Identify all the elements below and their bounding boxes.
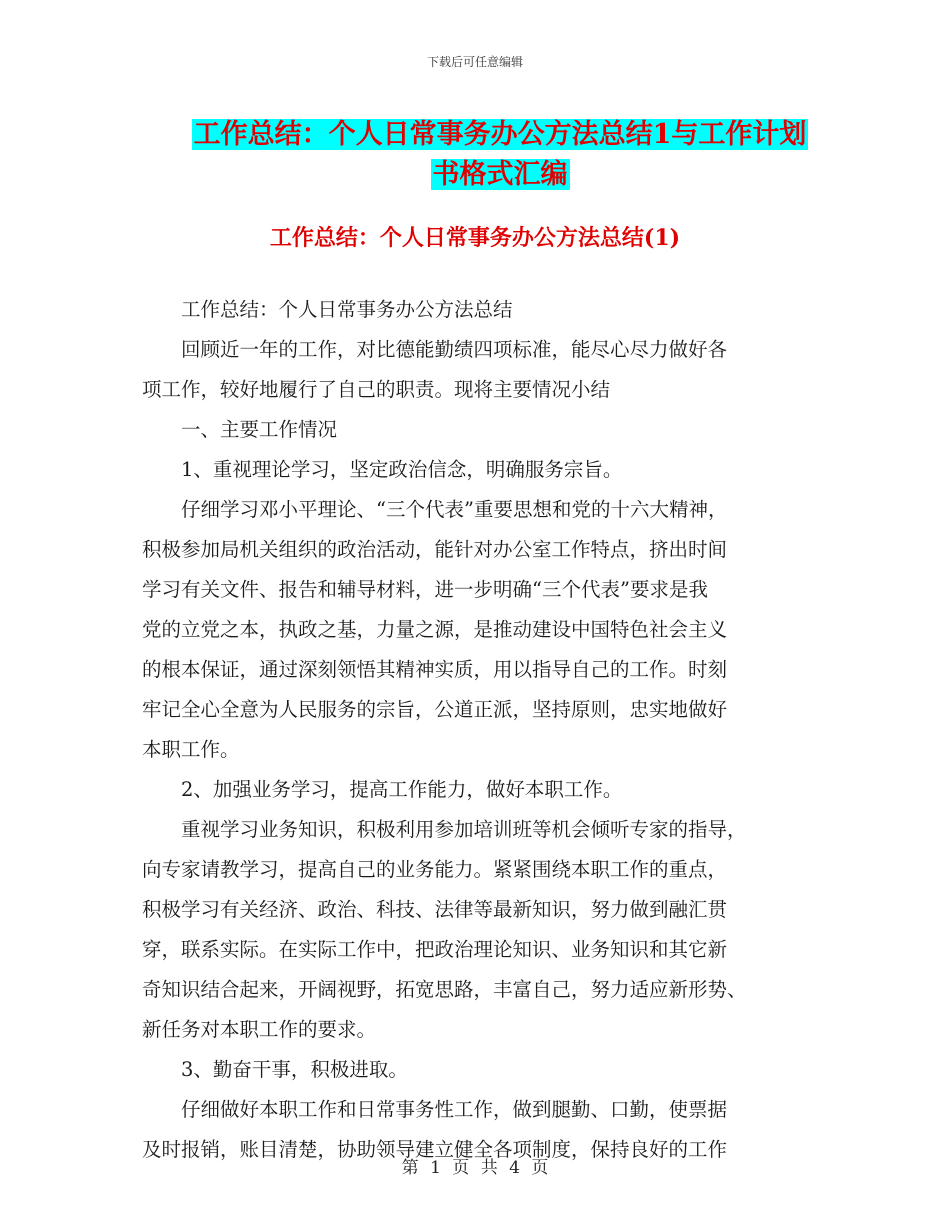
paragraph-line: 向专家请教学习，提高自己的业务能力。紧紧围绕本职工作的重点，: [142, 858, 728, 881]
paragraph-line: 积极学习有关经济、政治、科技、法律等最新知识，努力做到融汇贯: [142, 898, 728, 921]
document-title-line-1: 工作总结：个人日常事务办公方法总结1与工作计划: [193, 119, 807, 150]
paragraph-line: 穿，联系实际。在实际工作中，把政治理论知识、业务知识和其它新: [142, 938, 728, 961]
paragraph-line: 3、勤奋干事，积极进取。: [181, 1058, 408, 1081]
paragraph-line: 重视学习业务知识，积极利用参加培训班等机会倾听专家的指导，: [181, 818, 747, 841]
paragraph-line: 仔细做好本职工作和日常事务性工作，做到腿勤、口勤，使票据: [181, 1098, 728, 1121]
paragraph-line: 的根本保证，通过深刻领悟其精神实质，用以指导自己的工作。时刻: [142, 658, 728, 681]
paragraph-line: 一、主要工作情况: [181, 418, 338, 441]
paragraph-line: 1、重视理论学习，坚定政治信念，明确服务宗旨。: [181, 458, 623, 481]
page-number-footer: 第 1 页 共 4 页: [401, 1158, 549, 1178]
paragraph-line: 本职工作。: [142, 738, 240, 761]
paragraph-line: 仔细学习邓小平理论、“三个代表”重要思想和党的十六大精神，: [181, 498, 728, 521]
section-title: 工作总结：个人日常事务办公方法总结(1): [269, 225, 681, 251]
paragraph-line: 学习有关文件、报告和辅导材料，进一步明确“三个代表”要求是我: [142, 578, 708, 601]
paragraph-line: 新任务对本职工作的要求。: [142, 1018, 377, 1041]
paragraph-line: 2、加强业务学习，提高工作能力，做好本职工作。: [181, 778, 623, 801]
paragraph-line: 积极参加局机关组织的政治活动，能针对办公室工作特点，挤出时间: [142, 538, 728, 561]
paragraph-line: 回顾近一年的工作，对比德能勤绩四项标准，能尽心尽力做好各: [181, 338, 728, 361]
paragraph-line: 奇知识结合起来，开阔视野，拓宽思路，丰富自己，努力适应新形势、: [142, 978, 747, 1001]
paragraph-line: 工作总结：个人日常事务办公方法总结: [181, 298, 513, 321]
paragraph-line: 项工作，较好地履行了自己的职责。现将主要情况小结: [142, 378, 611, 401]
paragraph-line: 及时报销，账目清楚，协助领导建立健全各项制度，保持良好的工作: [142, 1138, 728, 1161]
header-note: 下载后可任意编辑: [426, 55, 523, 69]
body-text: [142, 290, 810, 1170]
document-title-line-2: 书格式汇编: [432, 159, 568, 190]
paragraph-line: 党的立党之本，执政之基，力量之源，是推动建设中国特色社会主义: [142, 618, 728, 641]
paragraph-line: 牢记全心全意为人民服务的宗旨，公道正派，坚持原则，忠实地做好: [142, 698, 728, 721]
